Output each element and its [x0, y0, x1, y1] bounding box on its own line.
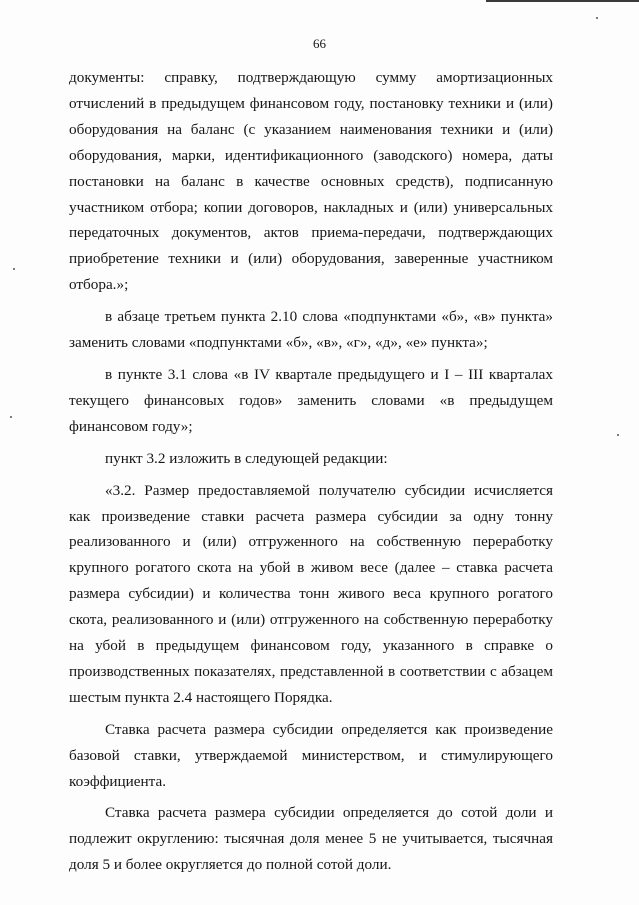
text-line: постановки на баланс в качестве основных средств), подписанную	[69, 172, 553, 190]
document-body	[69, 65, 553, 878]
text-line: в абзаце третьем пункта 2.10 слова «подпунктами «б», «в» пункта»	[105, 308, 553, 326]
text-line: отбора.»;	[69, 276, 129, 294]
paragraph	[69, 478, 553, 711]
text-line: в пункте 3.1 слова «в IV квартале предыдущего и I – III кварталах	[105, 365, 553, 383]
text-line: оборудования, марки, идентификационного (заводского) номера, даты	[69, 146, 553, 164]
text-line: передаточных документов, актов приема-передачи, подтверждающих	[69, 224, 553, 242]
text-line: оборудования на баланс (с указанием наименования техники и (или)	[69, 120, 553, 138]
text-line: шестым пункта 2.4 настоящего Порядка.	[69, 688, 333, 706]
text-line: на убой в предыдущем финансовом году, указанного в справке о	[69, 637, 553, 655]
text-line: Ставка расчета размера субсидии определяется как произведение	[105, 720, 553, 738]
text-line: подлежит округлению: тысячная доля менее 5 не учитывается, тысячная	[69, 830, 553, 848]
text-line: как произведение ставки расчета размера субсидии за одну тонну	[69, 507, 553, 525]
paragraph	[69, 717, 553, 795]
text-line: заменить словами «подпунктами «б», «в», «г», «д», «е» пункта»;	[69, 334, 488, 352]
text-line: приобретение техники и (или) оборудования, заверенные участником	[69, 250, 553, 268]
scan-speck	[617, 434, 619, 436]
text-line: участником отбора; копии договоров, накладных и (или) универсальных	[69, 198, 553, 216]
scan-edge-rule	[486, 0, 639, 2]
text-line: базовой ставки, утверждаемой министерством, и стимулирующего	[69, 746, 553, 764]
text-line: «3.2. Размер предоставляемой получателю субсидии исчисляется	[105, 481, 553, 499]
text-line: размера субсидии) и количества тонн живого веса крупного рогатого	[69, 585, 553, 603]
text-line: Ставка расчета размера субсидии определяется до сотой доли и	[105, 804, 553, 822]
text-line: документы: справку, подтверждающую сумму амортизационных	[69, 69, 553, 86]
text-line: реализованного и (или) отгруженного на собственную переработку	[69, 533, 553, 551]
text-line: скота, реализованного и (или) отгруженного на собственную переработку	[69, 611, 553, 629]
paragraph	[69, 65, 553, 298]
text-line: финансовом году»;	[69, 417, 193, 435]
text-line: коэффициента.	[69, 772, 167, 790]
text-line: доля 5 и более округляется до полной сотой доли.	[69, 856, 392, 874]
paragraph	[69, 800, 553, 878]
scan-speck	[10, 416, 12, 418]
paragraph	[69, 446, 553, 472]
scan-speck	[596, 17, 598, 19]
text-line: текущего финансовых годов» заменить словами «в предыдущем	[69, 391, 553, 409]
text-line: крупного рогатого скота на убой в живом весе (далее – ставка расчета	[69, 559, 553, 577]
scan-speck	[13, 268, 15, 270]
text-line: производственных показателях, представленной в соответствии с абзацем	[69, 662, 553, 680]
paragraph	[69, 362, 553, 440]
page-number: 66	[313, 36, 326, 51]
text-line: отчислений в предыдущем финансовом году, постановку техники и (или)	[69, 94, 553, 112]
text-line: пункт 3.2 изложить в следующей редакции:	[105, 449, 388, 467]
paragraph	[69, 304, 553, 356]
